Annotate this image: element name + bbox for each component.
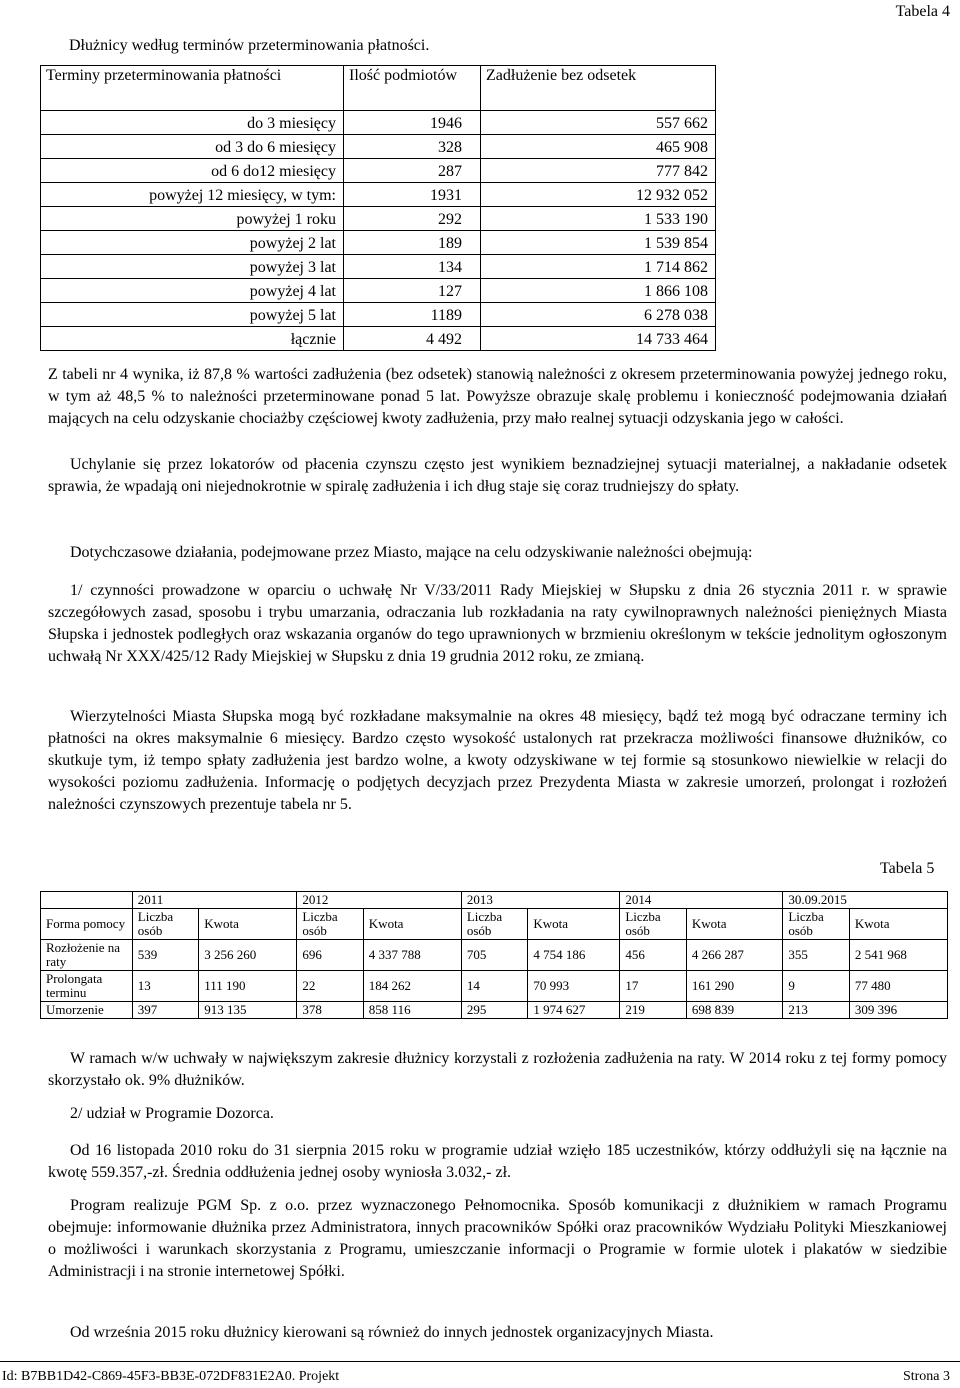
table4-row (41, 207, 716, 231)
paragraph-text: Dotychczasowe działania, podejmowane przez Miasto, mające na celu odzyskiwanie należności obejmują: (70, 544, 753, 561)
table4-cell-debt: 1 539 854 (481, 231, 716, 255)
table5-year: 2012 (297, 892, 462, 909)
table5-row (41, 1002, 948, 1019)
table5-row (41, 971, 948, 1002)
table5-form-header: Forma pomocy (41, 909, 133, 940)
table4-row (41, 183, 716, 207)
table5-cell-amount: 4 337 788 (363, 940, 461, 971)
table4 (40, 65, 716, 351)
table5-year: 2013 (461, 892, 619, 909)
table4-cell-count: 4 492 (344, 327, 481, 351)
table5-cell-count: 696 (297, 940, 363, 971)
table5-amount-header: Kwota (528, 909, 620, 940)
table5-subheader-row (41, 909, 948, 940)
table5-amount-header: Kwota (686, 909, 783, 940)
table4-cell-count: 292 (344, 207, 481, 231)
paragraph-text: Uchylanie się przez lokatorów od płacenia czynszu często jest wynikiem beznadziejnej sytuacji materialnej, a nakładanie odsetek sprawia, że wpadają oni niejednokrotnie w spiralę zadłużenia i ich dług staje się coraz trudniejszy do spłaty. (48, 456, 947, 495)
table5-cell-count: 22 (297, 971, 363, 1002)
paragraph-5 (48, 706, 947, 816)
table4-cell-term: do 3 miesięcy (41, 111, 344, 135)
table4-row (41, 111, 716, 135)
table4-row (41, 255, 716, 279)
table4-cell-term: powyżej 12 miesięcy, w tym: (41, 183, 344, 207)
table5-cell-count: 213 (783, 1002, 849, 1019)
table5-form: Prolongata terminu (41, 971, 133, 1002)
paragraph-3 (48, 542, 947, 564)
table5-year: 30.09.2015 (783, 892, 948, 909)
paragraph-text: 1/ czynności prowadzone w oparciu o uchwałę Nr V/33/2011 Rady Miejskiej w Słupsku z dnia 26 stycznia 2011 r. w sprawie szczegółowych zasad, sposobu i trybu umarzania, odraczania lub rozkładania na raty cywilnoprawnych należności pieniężnych Miasta Słupska i jednostek podległych oraz wskazania organów do tego uprawnionych w brzmieniu określonym w tekście jednolitym ogłoszonym uchwałą Nr XXX/425/12 Rady Miejskiej w Słupsku z dnia 19 grudnia 2012 roku, ze zmianą. (48, 582, 947, 665)
paragraph-text: Z tabeli nr 4 wynika, iż 87,8 % wartości zadłużenia (bez odsetek) stanowią należności z okresem przeterminowania powyżej jednego roku, w tym aż 48,5 % to należności przeterminowane ponad 5 lat. Powyższe obrazuje skalę problemu i konieczność podejmowania działań mających na celu odzyskanie chociażby częściowej kwoty zadłużenia, przy mało realnej sytuacji odzyskania jego w całości. (48, 366, 947, 427)
table5-cell-count: 456 (620, 940, 686, 971)
table4-cell-count: 287 (344, 159, 481, 183)
table5-cell-amount: 4 266 287 (686, 940, 783, 971)
table4-label: Tabela 4 (895, 3, 950, 20)
paragraph-text: Od września 2015 roku dłużnicy kierowani są również do innych jednostek organizacyjnych Miasta. (70, 1324, 714, 1341)
table5-cell-amount: 77 480 (849, 971, 947, 1002)
table4-cell-term: powyżej 1 roku (41, 207, 344, 231)
table4-cell-count: 189 (344, 231, 481, 255)
table5-cell-amount: 3 256 260 (199, 940, 297, 971)
paragraph-text: Program realizuje PGM Sp. z o.o. przez wyznaczonego Pełnomocnika. Sposób komunikacji z dłużnikiem w ramach Programu obejmuje: informowanie dłużnika przez Administratora, innych pracowników Spółki oraz pracowników Wydziału Polityki Mieszkaniowej o możliwości i warunkach skorzystania z Programu, umieszczanie informacji o Programie w formie ulotek i plakatów w siedzibie Administracji i na stronie internetowej Spółki. (48, 1197, 947, 1280)
paragraph-9 (48, 1195, 947, 1283)
paragraph-text: Wierzytelności Miasta Słupska mogą być rozkładane maksymalnie na okres 48 miesięcy, bądź też mogą być odraczane terminy ich płatności na okres maksymalnie 6 miesięcy. Bardzo często wysokość ustalonych rat przekracza możliwości finansowe dłużników, co skutkuje tym, iż tempo spłaty zadłużenia jest bardzo wolne, a kwoty odzyskiwane w tej formie są stosunkowo niewielkie w relacji do wysokości poziomu zadłużenia. Informację o podjętych decyzjach przez Prezydenta Miasta w zakresie umorzeń, prolongat i rozłożeń należności czynszowych prezentuje tabela nr 5. (48, 708, 947, 813)
table4-cell-term: łącznie (41, 327, 344, 351)
table4-cell-debt: 6 278 038 (481, 303, 716, 327)
table5-cell-count: 219 (620, 1002, 686, 1019)
table4-row (41, 159, 716, 183)
paragraph-text: 2/ udział w Programie Dozorca. (70, 1105, 274, 1122)
table4-cell-term: powyżej 2 lat (41, 231, 344, 255)
table4-cell-term: powyżej 4 lat (41, 279, 344, 303)
table4-row (41, 231, 716, 255)
table5-label: Tabela 5 (880, 860, 935, 877)
table5-year: 2011 (132, 892, 297, 909)
table4-cell-debt: 465 908 (481, 135, 716, 159)
paragraph-7 (48, 1103, 947, 1125)
paragraph-4 (48, 580, 947, 668)
table4-cell-count: 328 (344, 135, 481, 159)
table4-cell-debt: 557 662 (481, 111, 716, 135)
table5-cell-amount: 913 135 (199, 1002, 297, 1019)
table4-cell-term: od 3 do 6 miesięcy (41, 135, 344, 159)
table5-cell-count: 14 (461, 971, 527, 1002)
table5-amount-header: Kwota (363, 909, 461, 940)
table5-cell-count: 13 (132, 971, 198, 1002)
table5-amount-header: Kwota (849, 909, 947, 940)
paragraph-text: Od 16 listopada 2010 roku do 31 sierpnia 2015 roku w programie udział wzięło 185 uczestników, którzy oddłużyli się na łącznie na kwotę 559.357,-zł. Średnia oddłużenia jednej osoby wyniosła 3.032,- zł. (48, 1142, 947, 1181)
table4-cell-count: 1931 (344, 183, 481, 207)
table5-cell-count: 378 (297, 1002, 363, 1019)
table4-cell-debt: 14 733 464 (481, 327, 716, 351)
table5-corner (41, 892, 133, 909)
paragraph-text: W ramach w/w uchwały w największym zakresie dłużnicy korzystali z rozłożenia zadłużenia na raty. W 2014 roku z tej formy pomocy skorzystało ok. 9% dłużników. (48, 1050, 947, 1089)
table5-cell-amount: 1 974 627 (528, 1002, 620, 1019)
table5-cell-amount: 70 993 (528, 971, 620, 1002)
table5-cell-amount: 309 396 (849, 1002, 947, 1019)
table4-row (41, 135, 716, 159)
table5-cell-amount: 111 190 (199, 971, 297, 1002)
table5-cell-count: 705 (461, 940, 527, 971)
table5-cell-count: 295 (461, 1002, 527, 1019)
table5-cell-amount: 184 262 (363, 971, 461, 1002)
table5-count-header: Liczba osób (783, 909, 849, 940)
table4-cell-count: 1946 (344, 111, 481, 135)
table4-row (41, 303, 716, 327)
table4-heading: Dłużnicy według terminów przeterminowania płatności. (69, 37, 430, 54)
footer-divider (0, 1361, 960, 1362)
table4-cell-count: 134 (344, 255, 481, 279)
table5-cell-amount: 4 754 186 (528, 940, 620, 971)
table4-cell-debt: 12 932 052 (481, 183, 716, 207)
table5-cell-amount: 698 839 (686, 1002, 783, 1019)
table4-cell-count: 1189 (344, 303, 481, 327)
table4-col-terms: Terminy przeterminowania płatności (41, 66, 344, 111)
table5-count-header: Liczba osób (297, 909, 363, 940)
table5-cell-amount: 2 541 968 (849, 940, 947, 971)
table5-form: Umorzenie (41, 1002, 133, 1019)
table4-cell-count: 127 (344, 279, 481, 303)
table5-cell-amount: 161 290 (686, 971, 783, 1002)
page-number: Strona 3 (902, 1369, 950, 1384)
table5-cell-count: 355 (783, 940, 849, 971)
paragraph-2 (48, 454, 947, 498)
table5-count-header: Liczba osób (132, 909, 198, 940)
table4-row (41, 279, 716, 303)
table4-row (41, 327, 716, 351)
table5-count-header: Liczba osób (620, 909, 686, 940)
paragraph-10 (48, 1322, 947, 1344)
table5-cell-amount: 858 116 (363, 1002, 461, 1019)
table4-cell-term: od 6 do12 miesięcy (41, 159, 344, 183)
table5-amount-header: Kwota (199, 909, 297, 940)
document-id: Id: B7BB1D42-C869-45F3-BB3E-072DF831E2A0. Projekt (2, 1369, 340, 1384)
table5-count-header: Liczba osób (461, 909, 527, 940)
table5-cell-count: 539 (132, 940, 198, 971)
table4-col-debt: Zadłużenie bez odsetek (481, 66, 716, 111)
table5 (40, 891, 948, 1019)
table5-form: Rozłożenie na raty (41, 940, 133, 971)
table4-cell-debt: 1 714 862 (481, 255, 716, 279)
table5-cell-count: 17 (620, 971, 686, 1002)
table5-cell-count: 9 (783, 971, 849, 1002)
table4-cell-debt: 1 533 190 (481, 207, 716, 231)
table4-cell-debt: 1 866 108 (481, 279, 716, 303)
table5-year: 2014 (620, 892, 783, 909)
paragraph-8 (48, 1140, 947, 1184)
table4-cell-debt: 777 842 (481, 159, 716, 183)
table4-cell-term: powyżej 5 lat (41, 303, 344, 327)
paragraph-6 (48, 1048, 947, 1092)
table5-year-row (41, 892, 948, 909)
table5-row (41, 940, 948, 971)
table5-cell-count: 397 (132, 1002, 198, 1019)
table4-cell-term: powyżej 3 lat (41, 255, 344, 279)
paragraph-1 (48, 364, 947, 430)
table4-col-count: Ilość podmiotów (344, 66, 481, 111)
